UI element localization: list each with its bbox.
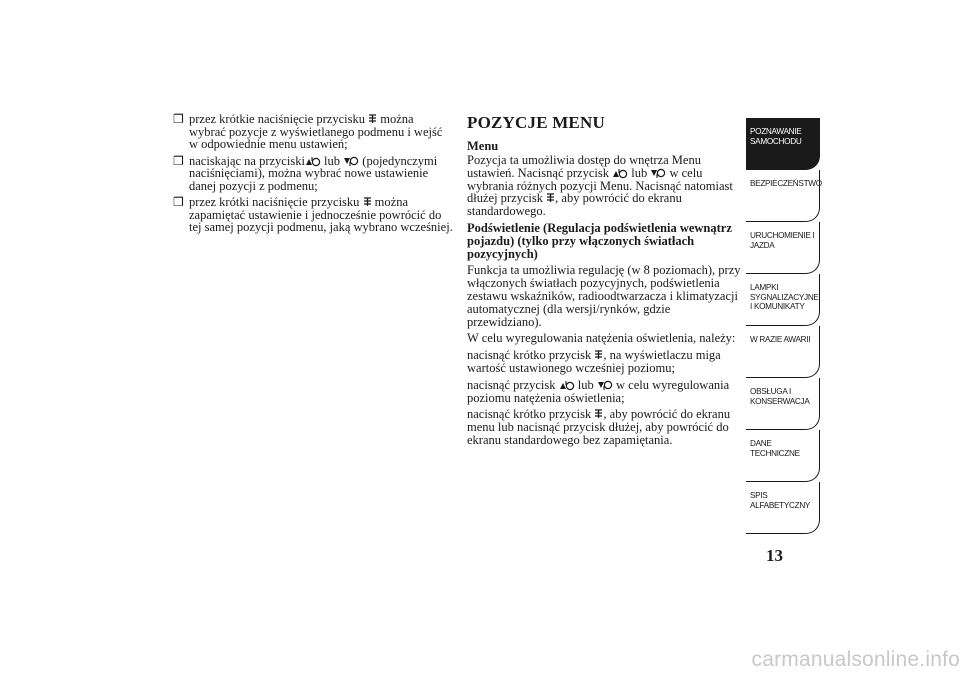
watermark-text: carmanualsonline.info [751,648,960,671]
right-column [467,113,742,451]
tab-bezpieczenstwo[interactable] [746,170,820,222]
down-button-icon [597,379,613,391]
down-button-icon [650,167,666,179]
step-item: nacisnąć krótko przycisk , na wyświetlaczu miga wartość ustawionego wcześniej poziomu; [467,348,721,375]
tab-label: POZNAWANIE SAMOCHODU [750,127,802,146]
list-item: ❒ przez krótkie naciśnięcie przycisku można wybrać pozycje z wyświetlanego podmenu i wejść w odpowiednie menu ustawień; [173,112,443,151]
tab-label: W RAZIE AWARII [750,335,811,344]
list-item: ❒ naciskając na przyciski lub (pojedynczymi naciśnięciami), można wybrać nowe ustawienie danej pozycji z podmenu; [173,153,438,193]
list-item: ❒ przez krótki naciśnięcie przycisku można zapamiętać ustawienie i jednocześnie powrócić do tej samej pozycji podmenu, jaką wybrano wcześniej. [173,195,453,234]
backlight-heading: Podświetlenie (Regulacja podświetlenia wewnątrz pojazdu) (tylko przy włączonych światłach pozycyjnych) [467,220,732,261]
tab-label: BEZPIECZEŃSTWO [750,179,822,188]
tab-poznawanie-samochodu[interactable] [746,118,820,170]
checkbox-bullet-icon: ❒ [173,195,184,209]
up-button-icon [559,379,575,391]
menu-paragraph: Pozycja ta umożliwia dostęp do wnętrza Menu ustawień. Nacisnąć przycisk lub w celu wybrania różnych pozycji Menu. Nacisnąć natomiast dłużej przycisk , aby powrócić do ekranu standardowego. [467,153,733,219]
backlight-paragraph: Funkcja ta umożliwia regulację (w 8 poziomach), przy włączonych światłach pozycyjnych, podświetlenia zestawu wskaźników, radioodtwarzacza i klimatyzacji automatycznej (dla wersji/rynków, gdzie przewidziano). [467,263,741,329]
up-button-icon [612,167,628,179]
tab-label: OBSŁUGA I KONSERWACJA [750,387,810,406]
menu-button-icon [363,196,372,208]
section-title: POZYCJE MENU [467,113,605,132]
step-item: nacisnąć przycisk lub w celu wyregulowania poziomu natężenia oświetlenia; [467,377,730,405]
down-button-icon [343,155,359,167]
menu-heading: Menu [467,139,499,153]
tab-w-razie-awarii[interactable] [746,326,820,378]
tab-label: SPIS ALFABETYCZNY [750,491,811,510]
tab-uruchomienie-i-jazda[interactable] [746,222,820,274]
tab-dane-techniczne[interactable] [746,430,820,482]
up-button-icon [305,155,321,167]
tab-label: URUCHOMIENIE I JAZDA [750,231,815,250]
tab-label: DANE TECHNICZNE [750,439,800,458]
tab-label: LAMPKI SYGNALIZACYJNE I KOMUNIKATY [750,283,819,312]
adjust-intro: W celu wyregulowania natężenia oświetlenia, należy: [467,331,736,346]
step-item: nacisnąć krótko przycisk , aby powrócić do ekranu menu lub nacisnąć przycisk dłużej, aby powrócić do ekranu standardowego bez zapamiętania. [467,407,731,447]
tab-obsluga-i-konserwacja[interactable] [746,378,820,430]
menu-button-icon [546,192,555,204]
page-number: 13 [766,546,783,565]
tab-spis-alfabetyczny[interactable] [746,482,820,534]
checkbox-bullet-icon: ❒ [173,112,184,126]
menu-button-icon [368,113,377,125]
checkbox-bullet-icon: ❒ [173,153,184,168]
chapter-tabs [746,118,820,534]
tab-lampki-sygnalizacyjne[interactable] [746,274,820,326]
left-column [173,113,453,238]
